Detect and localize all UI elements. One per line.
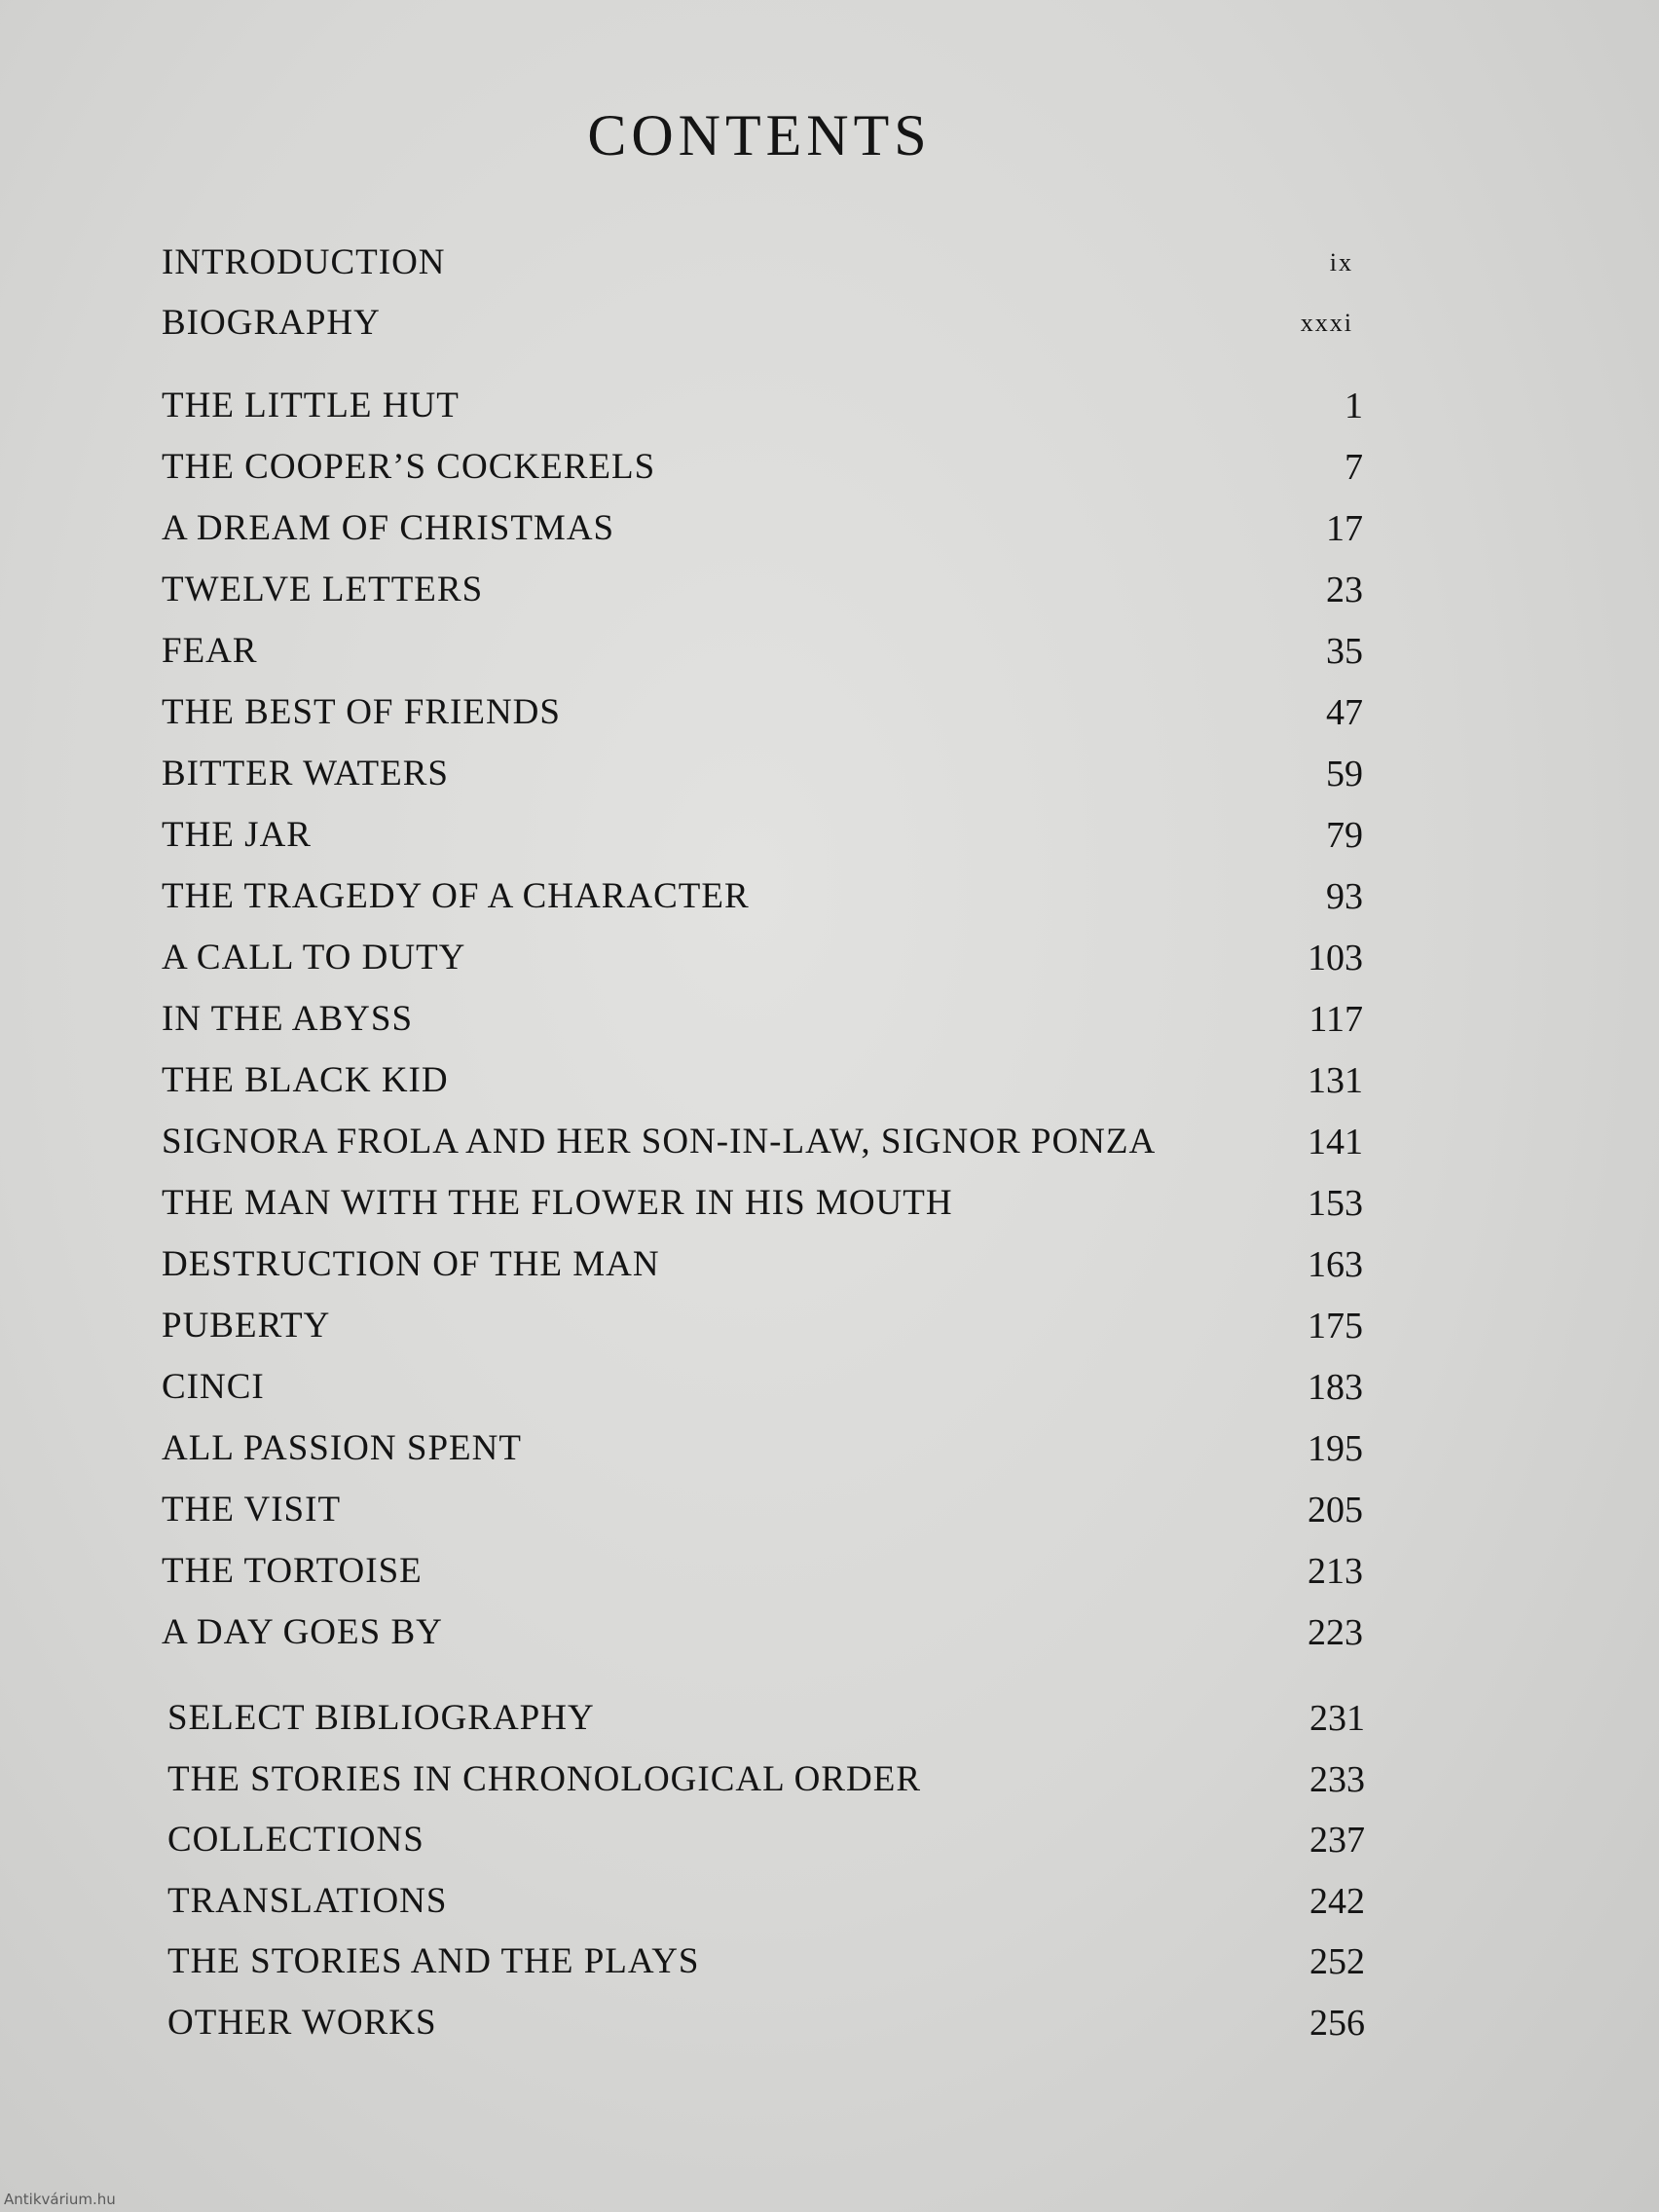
toc-entry-title: THE JAR [162,815,312,855]
toc-entry-title: CINCI [162,1367,265,1407]
toc-page-number: 23 [1326,570,1363,610]
toc-entry [162,563,1281,617]
toc-page-number: 256 [1309,2002,1365,2044]
toc-page-number: 7 [1345,447,1363,488]
toc-page-number: 252 [1309,1941,1365,1982]
toc-entry-title: ALL PASSION SPENT [162,1428,522,1468]
toc-entry-title: PUBERTY [162,1306,331,1346]
toc-page-number: 47 [1326,692,1363,733]
toc-entry [162,685,1281,740]
toc-entry [162,1115,1281,1169]
toc-entry-title: THE TORTOISE [162,1551,423,1591]
page-title: CONTENTS [587,103,932,167]
toc-entry-title: THE STORIES AND THE PLAYS [167,1941,700,1981]
toc-page-number: 153 [1308,1183,1363,1224]
toc-page-number: 237 [1309,1820,1365,1861]
toc-entry-title: THE LITTLE HUT [162,386,460,425]
toc-entry-title: THE BEST OF FRIENDS [162,692,561,732]
toc-page-number: 141 [1308,1122,1363,1162]
toc-page-number: 183 [1308,1367,1363,1408]
toc-entry-title: THE BLACK KID [162,1060,449,1100]
toc-page-number: 93 [1326,876,1363,917]
toc-entry-title: TRANSLATIONS [167,1880,448,1921]
toc-page-number: ix [1329,248,1353,276]
toc-entry [162,379,1281,433]
toc-entry-title: IN THE ABYSS [162,999,414,1039]
toc-page-number: 195 [1308,1428,1363,1469]
toc-entry [162,440,1281,495]
toc-entry-title: SIGNORA FROLA AND HER SON-IN-LAW, SIGNOR PONZA [162,1122,1157,1161]
toc-entry [162,624,1281,679]
toc-entry-title: THE STORIES IN CHRONOLOGICAL ORDER [167,1758,921,1799]
toc-entry-title: THE TRAGEDY OF A CHARACTER [162,876,750,916]
toc-entry-title: SELECT BIBLIOGRAPHY [167,1698,595,1738]
toc-entry [162,869,1281,924]
toc-entry [167,1813,1287,1867]
toc-page-number: 131 [1308,1060,1363,1101]
toc-page-number: 205 [1308,1490,1363,1530]
toc-entry-title: FEAR [162,631,258,671]
toc-page-number: 79 [1326,815,1363,856]
toc-entry-title: BIOGRAPHY [162,303,381,343]
toc-entry-title: THE VISIT [162,1490,342,1530]
toc-page-number: 242 [1309,1880,1365,1922]
toc-entry [167,1691,1287,1746]
toc-entry [162,747,1281,801]
toc-entry [162,1360,1281,1415]
toc-entry [162,1299,1281,1353]
toc-page-number: 231 [1309,1698,1365,1739]
toc-entry-title: A DREAM OF CHRISTMAS [162,508,615,548]
toc-entry [162,1605,1281,1660]
toc-entry [167,1935,1287,1989]
toc-entry [162,501,1281,556]
toc-page-number: xxxi [1300,309,1353,337]
toc-entry [167,1752,1287,1807]
toc-entry-title: TWELVE LETTERS [162,570,484,609]
toc-page-number: 175 [1308,1306,1363,1346]
toc-entry-title: THE COOPER’S COCKERELS [162,447,656,487]
toc-entry [162,808,1281,863]
toc-entry-title: INTRODUCTION [162,242,446,282]
toc-entry [162,1544,1281,1599]
toc-page-number: 35 [1326,631,1363,672]
toc-entry [167,1996,1287,2050]
toc-entry [162,1483,1281,1537]
toc-entry [162,1176,1281,1231]
toc-page-number: 103 [1308,938,1363,978]
toc-entry [162,296,1281,350]
toc-entry-title: OTHER WORKS [167,2002,437,2043]
toc-page-number: 233 [1309,1758,1365,1800]
toc-entry [162,1053,1281,1108]
toc-entry [162,236,1281,290]
toc-entry [162,1421,1281,1476]
toc-page-number: 59 [1326,754,1363,794]
toc-page-number: 213 [1308,1551,1363,1592]
toc-page-number: 1 [1345,386,1363,426]
toc-entry-title: A CALL TO DUTY [162,938,466,977]
toc-entry [162,1237,1281,1292]
toc-page-number: 163 [1308,1244,1363,1285]
toc-entry [167,1874,1287,1929]
toc-page-number: 17 [1326,508,1363,549]
toc-entry-title: DESTRUCTION OF THE MAN [162,1244,660,1284]
toc-entry [162,992,1281,1047]
toc-page-number: 117 [1309,999,1363,1040]
toc-entry-title: COLLECTIONS [167,1820,424,1860]
toc-entry-title: BITTER WATERS [162,754,449,793]
toc-entry-title: A DAY GOES BY [162,1612,443,1652]
toc-entry-title: THE MAN WITH THE FLOWER IN HIS MOUTH [162,1183,953,1223]
toc-page-number: 223 [1308,1612,1363,1653]
toc-entry [162,931,1281,985]
watermark: Antikvárium.hu [4,2191,116,2208]
